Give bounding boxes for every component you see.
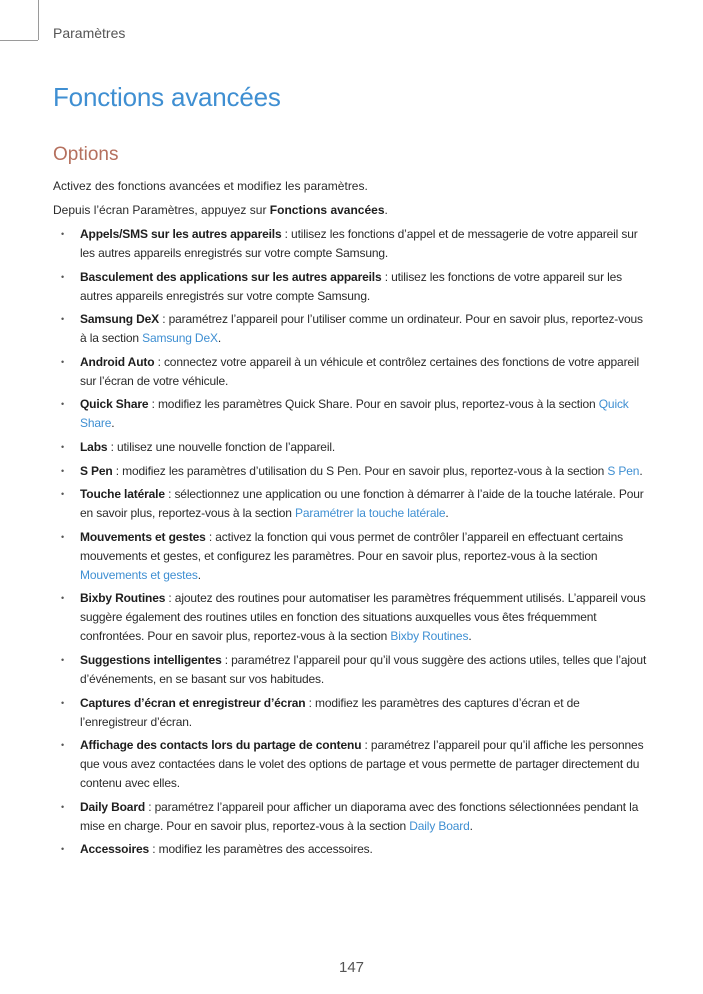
- item-description: : modifiez les paramètres Quick Share. Pour en savoir plus, reportez-vous à la section: [148, 397, 599, 412]
- section-header: Paramètres: [53, 25, 126, 41]
- item-term: Basculement des applications sur les autres appareils: [80, 269, 382, 284]
- item-description: : modifiez les paramètres d’utilisation du S Pen. Pour en savoir plus, reportez-vous à la section: [112, 463, 608, 478]
- header-rule-horizontal: [0, 40, 38, 41]
- item-term: Touche latérale: [80, 487, 165, 502]
- intro-paragraph: Activez des fonctions avancées et modifiez les paramètres.: [53, 179, 368, 193]
- list-item: [53, 694, 648, 732]
- item-description: : paramétrez l’appareil pour qu’il affiche les personnes que vous avez contactées dans le volet des options de partage et vous permette de partager directement du contenu avec elles.: [80, 738, 644, 791]
- list-item: [53, 840, 648, 859]
- list-item: [53, 462, 648, 481]
- instruction-text: Depuis l’écran Paramètres, appuyez sur: [53, 203, 270, 217]
- list-item: [53, 798, 648, 836]
- item-term: Accessoires: [80, 842, 150, 857]
- instruction-bold-term: Fonctions avancées: [269, 203, 385, 217]
- item-end: .: [639, 463, 643, 478]
- instruction-paragraph: [53, 201, 653, 220]
- item-link[interactable]: Quick Share: [80, 397, 629, 431]
- item-end: .: [469, 818, 473, 833]
- item-description: : modifiez les paramètres des captures d’écran et de l’enregistreur d’écran.: [80, 695, 580, 729]
- item-description: : utilisez une nouvelle fonction de l’appareil.: [107, 439, 336, 454]
- item-link[interactable]: Daily Board: [409, 818, 470, 833]
- item-link[interactable]: S Pen: [607, 463, 640, 478]
- item-description: : paramétrez l’appareil pour afficher un diaporama avec des fonctions sélectionnées pendant la mise en charge. Pour en savoir plus, reportez-vous à la section: [80, 799, 639, 833]
- item-link[interactable]: Bixby Routines: [390, 629, 469, 644]
- item-term: Captures d’écran et enregistreur d’écran: [80, 695, 306, 710]
- item-term: Appels/SMS sur les autres appareils: [80, 227, 282, 241]
- list-item: [53, 395, 648, 433]
- item-term: Bixby Routines: [80, 591, 166, 606]
- item-end: .: [217, 331, 222, 346]
- item-end: .: [445, 506, 449, 521]
- item-end: .: [197, 567, 201, 582]
- list-item: [53, 651, 648, 689]
- item-term: Affichage des contacts lors du partage de contenu: [80, 738, 362, 753]
- section-subtitle: Options: [53, 144, 119, 165]
- item-end: .: [111, 416, 115, 431]
- item-term: Android Auto: [80, 354, 155, 369]
- list-item: [53, 736, 648, 793]
- list-item: [53, 225, 648, 263]
- item-description: : sélectionnez une application ou une fonction à démarrer à l’aide de la touche latérale. Pour en savoir plus, reportez-vous à la section: [80, 487, 644, 521]
- page-number: 147: [338, 959, 365, 976]
- item-term: Samsung DeX: [80, 312, 160, 327]
- item-description: : activez la fonction qui vous permet de contrôler l’appareil en effectuant certains mouvements et gestes, et configurez les paramètres. Pour en savoir plus, reportez-vous à la section: [80, 529, 623, 563]
- item-link[interactable]: Samsung DeX: [142, 331, 218, 346]
- item-description: : paramétrez l’appareil pour l’utiliser comme un ordinateur. Pour en savoir plus, reportez-vous à la section: [80, 312, 643, 346]
- item-link[interactable]: Mouvements et gestes: [80, 567, 198, 582]
- item-link[interactable]: Paramétrer la touche latérale: [295, 506, 446, 521]
- item-term: Quick Share: [80, 397, 149, 412]
- item-description: : connectez votre appareil à un véhicule et contrôlez certaines des fonctions de votre appareil sur l’écran de votre véhicule.: [80, 354, 639, 388]
- item-term: S Pen: [80, 463, 113, 478]
- list-item: [53, 438, 648, 457]
- header-rule-vertical: [38, 0, 39, 40]
- list-item: [53, 589, 648, 646]
- item-description: : ajoutez des routines pour automatiser les paramètres fréquemment utilisés. L’appareil vous suggère également des routines utiles en fonction des situations auxquelles vous êtes fréquemment confrontées. Pour en savoir plus, reportez-vous à la section: [80, 591, 646, 644]
- item-term: Suggestions intelligentes: [80, 652, 222, 667]
- instruction-end: .: [384, 203, 388, 217]
- list-item: [53, 528, 648, 585]
- list-item: [53, 268, 648, 306]
- item-term: Labs: [80, 439, 108, 454]
- page-title: Fonctions avancées: [53, 82, 281, 112]
- list-item: [53, 353, 648, 391]
- item-end: .: [468, 629, 472, 644]
- item-description: : modifiez les paramètres des accessoires.: [149, 842, 373, 857]
- item-description: : utilisez les fonctions d’appel et de messagerie de votre appareil sur les autres appareils enregistrés sur votre compte Samsung.: [80, 227, 638, 260]
- list-item: [53, 310, 648, 348]
- item-description: : paramétrez l’appareil pour qu’il vous suggère des actions utiles, telles que l’ajout d’événements, en se basant sur vos habitudes.: [80, 652, 647, 686]
- item-description: : utilisez les fonctions de votre appareil sur les autres appareils enregistrés sur votre compte Samsung.: [80, 269, 622, 303]
- item-term: Daily Board: [80, 799, 146, 814]
- options-list: [53, 225, 648, 864]
- item-term: Mouvements et gestes: [80, 529, 206, 544]
- list-item: [53, 485, 648, 523]
